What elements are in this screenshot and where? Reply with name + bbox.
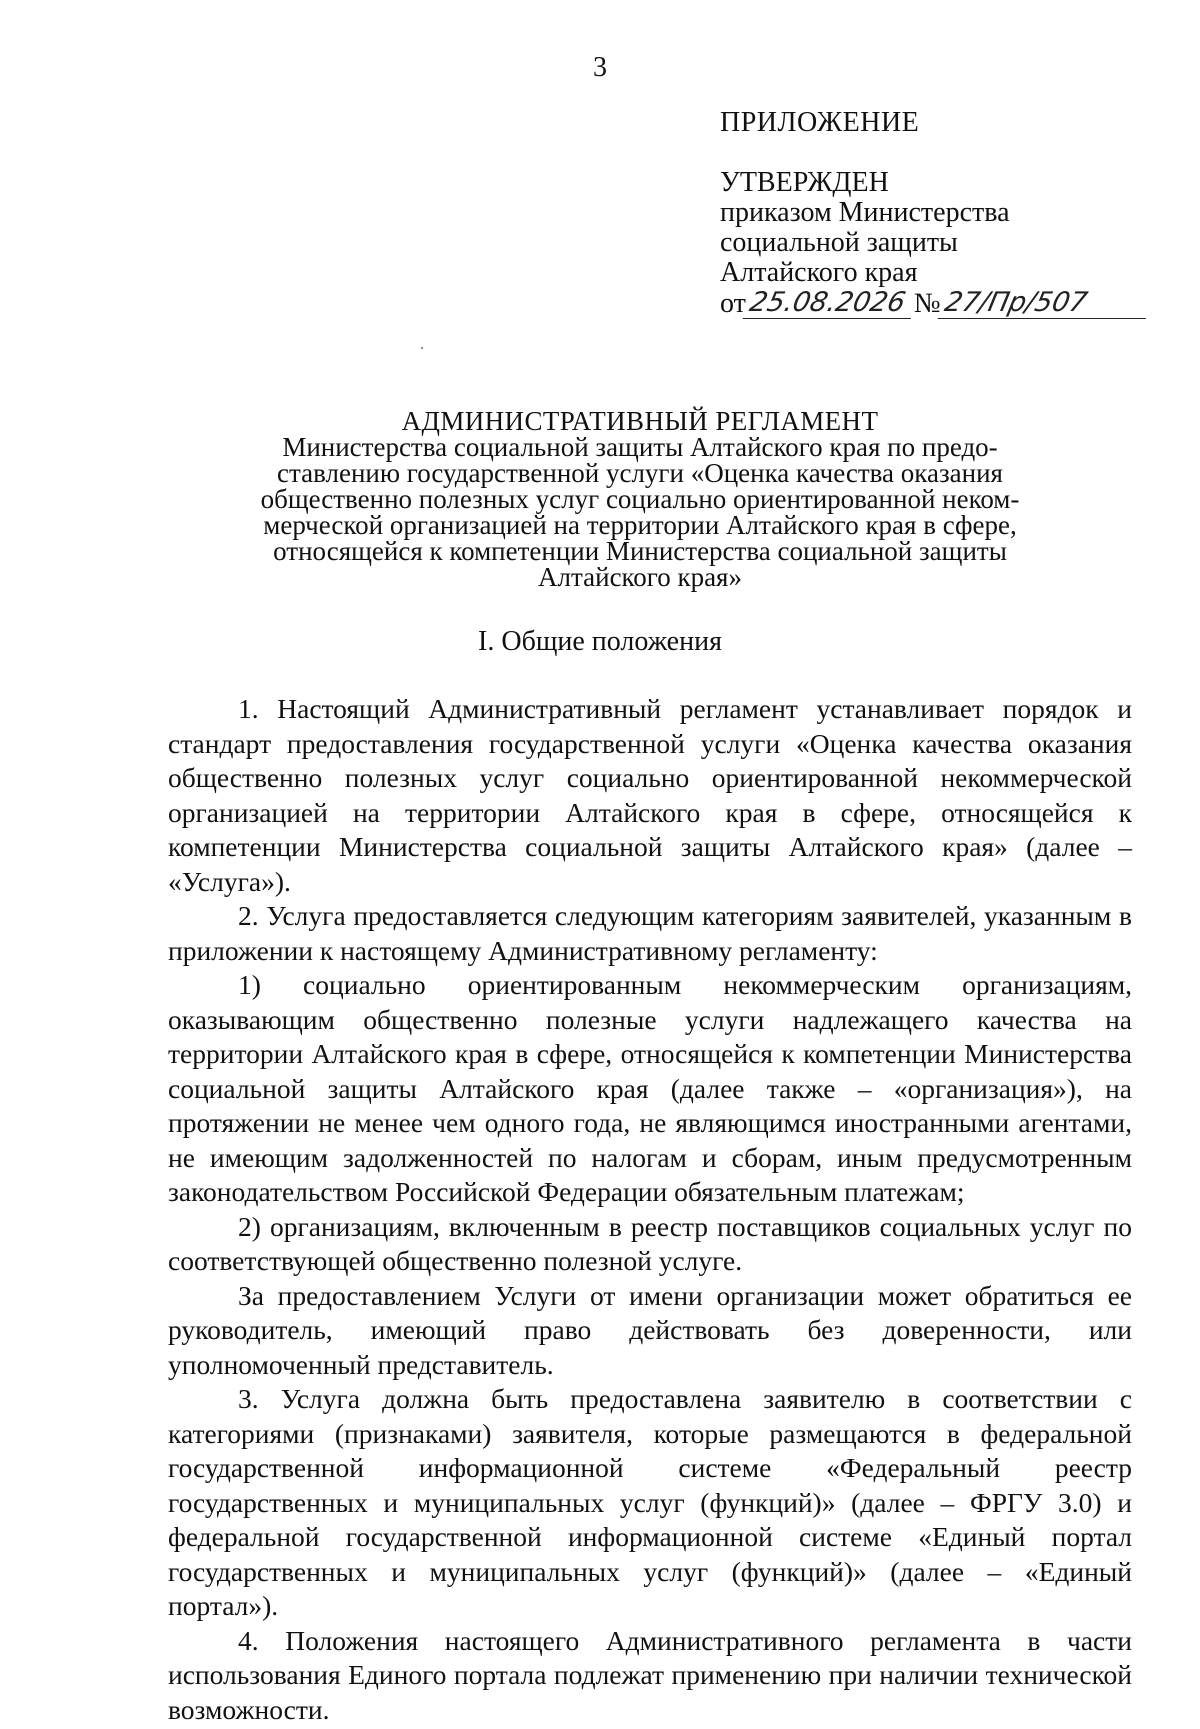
number-prefix: № [913, 288, 941, 319]
handwritten-order-number: 27/Пр/507 [937, 288, 1152, 319]
title-line: Министерства социальной защиты Алтайского края по предо- [282, 432, 998, 462]
page-number: 3 [593, 52, 607, 83]
title-line: относящейся к компетенции Министерства социальной защиты [273, 536, 1007, 566]
document-title [245, 408, 1035, 590]
paragraph: 1. Настоящий Административный регламент устанавливает порядок и стандарт предоставления государственной услуги «Оценка качества оказания общественно полезных услуг социально ориентированной некоммерческой организацией на территории Алтайского края в сфере, относящейся к компетенции Министерства социальной защиты Алтайского края» (далее – «Услуга»). [168, 693, 1132, 897]
approval-block [720, 108, 1149, 319]
paragraph: 4. Положения настоящего Административного регламента в части использования Единого портала подлежат применению при наличии технической возможности. [168, 1624, 1132, 1725]
title-line: мерческой организацией на территории Алтайского края в сфере, [263, 510, 1017, 540]
paragraph: 2. Услуга предоставляется следующим категориям заявителей, указанным в приложении к настоящему Административному регламенту: [168, 900, 1132, 966]
paragraph: 1) социально ориентированным некоммерческим организациям, оказывающим общественно полезные услуги надлежащего качества на территории Алтайского края в сфере, относящейся к компетенции Министерства социальной защиты Алтайского края (далее также – «организация»), на протяжении не менее чем одного года, не являющимся иностранными агентами, не имеющим задолженностей по налогам и сборам, иным предусмотренным законодательством Российской Федерации обязательным платежам; [168, 969, 1132, 1207]
paragraph: 2) организациям, включенным в реестр поставщиков социальных услуг по соответствующей общественно полезной услуге. [168, 1210, 1132, 1276]
scan-speck [421, 347, 423, 349]
title-heading: АДМИНИСТРАТИВНЫЙ РЕГЛАМЕНТ [401, 406, 879, 436]
section-title: I. Общие положения [478, 626, 722, 657]
order-date-number-line [720, 288, 1149, 319]
body-text [168, 692, 1132, 1727]
approval-line-1: приказом Министерства [720, 197, 1010, 228]
approval-line-2: социальной защиты [720, 227, 958, 258]
title-line: ставлению государственной услуги «Оценка качества оказания [277, 458, 1003, 488]
paragraph: За предоставлением Услуги от имени организации может обратиться ее руководитель, имеющий право действовать без доверенности, или уполномоченный представитель. [168, 1279, 1132, 1380]
paragraph: 3. Услуга должна быть предоставлена заявителю в соответствии с категориями (признаками) заявителя, которые размещаются в федеральной государственной информационной системе «Федеральный реестр государственных и муниципальных услуг (функций)» (далее – ФРГУ 3.0) и федеральной государственной информационной системе «Единый портал государственных и муниципальных услуг (функций)» (далее – «Единый портал»). [168, 1383, 1132, 1621]
title-line: общественно полезных услуг социально ориентированной неком- [260, 484, 1020, 514]
title-line: Алтайского края» [538, 562, 742, 592]
approval-line-3: Алтайского края [720, 257, 918, 288]
appendix-label: ПРИЛОЖЕНИЕ [720, 107, 920, 138]
handwritten-date: 25.08.2026 [743, 288, 918, 319]
date-prefix: от [720, 288, 746, 319]
approved-label: УТВЕРЖДЕН [720, 167, 889, 198]
